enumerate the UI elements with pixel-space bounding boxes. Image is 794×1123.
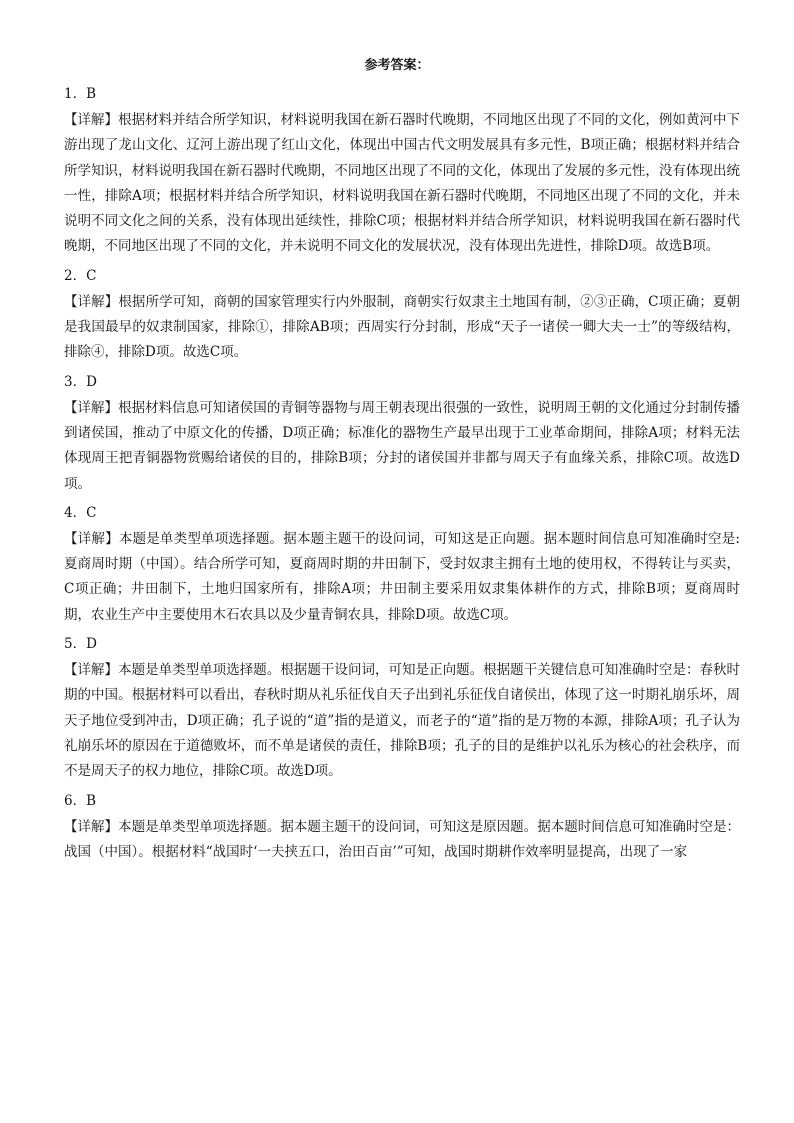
explanation-tag: 【详解】 (64, 662, 119, 679)
answer-item (64, 370, 740, 497)
explanation-tag: 【详解】 (64, 818, 119, 835)
question-number: 2．C (64, 267, 97, 284)
explanation-tag: 【详解】 (64, 530, 119, 547)
answer-item (64, 82, 740, 260)
answer-list (64, 78, 740, 865)
explanation (64, 108, 740, 260)
answer-item (64, 789, 740, 866)
answer-item (64, 501, 740, 628)
explanation (64, 815, 740, 866)
explanation-text: 根据材料信息可知诸侯国的青铜等器物与周王朝表现出很强的一致性，说明周王朝的文化通过分封制传播到诸侯国，推动了中原文化的传播，D项正确；标准化的器物生产最早出现于工业革命期间，排除A项；材料无法体现周王把青铜器物赏赐给诸侯的目的，排除B项；分封的诸侯国并非都与周天子有血缘关系，排除C项。故选D项。 (64, 399, 741, 492)
answer-item (64, 264, 740, 366)
explanation (64, 658, 740, 784)
explanation (64, 396, 740, 497)
answer-item (64, 632, 740, 784)
question-number: 1．B (64, 86, 97, 102)
explanation (64, 290, 740, 366)
explanation-text: 根据材料并结合所学知识，材料说明我国在新石器时代晚期，不同地区出现了不同的文化，例如黄河中下游出现了龙山文化、辽河上游出现了红山文化，体现出中国古代文明发展具有多元性，B项正确；根据材料并结合所学知识，材料说明我国在新石器时代晚期，不同地区出现了不同的文化，体现出了发展的多元性，没有体现出统一性，排除A项；根据材料并结合所学知识，材料说明我国在新石器时代晚期，不同地区出现了不同的文化，并未说明不同文化之间的关系，没有体现出延续性，排除C项；根据材料并结合所学知识，材料说明我国在新石器时代晚期，不同地区出现了不同的文化，并未说明不同文化的发展状况，没有体现出先进性，排除D项。故选B项。 (64, 112, 741, 255)
question-number: 5．D (64, 636, 97, 653)
explanation-tag: 【详解】 (64, 112, 119, 128)
question-number: 4．C (64, 504, 97, 521)
explanation-text: 本题是单类型单项选择题。根据题干设问词，可知是正向题。根据题干关键信息可知准确时空是：春秋时期的中国。根据材料可以看出，春秋时期从礼乐征伐自天子出到礼乐征伐自诸侯出，体现了这一时期礼崩乐坏，周天子地位受到冲击，D项正确；孔子说的“道”指的是道义，而老子的“道”指的是万物的本源，排除A项；孔子认为礼崩乐坏的原因在于道德败坏，而不单是诸侯的责任，排除B项；孔子的目的是维护以礼乐为核心的社会秩序，而不是周天子的权力地位，排除C项。故选D项。 (64, 662, 741, 780)
question-number: 3．D (64, 373, 97, 390)
explanation-tag: 【详解】 (64, 293, 119, 310)
explanation (64, 527, 740, 628)
explanation-text: 本题是单类型单项选择题。据本题主题干的设问词，可知这是原因题。据本题时间信息可知准确时空是：战国（中国）。根据材料“战国时‘一夫挟五口，治田百亩’”可知，战国时期耕作效率明显提高，出现了一家 (64, 818, 741, 860)
explanation-text: 根据所学可知，商朝的国家管理实行内外服制，商朝实行奴隶主土地国有制，②③正确，C项正确；夏朝是我国最早的奴隶制国家，排除①，排除AB项；西周实行分封制，形成“天子一诸侯一卿大夫一士”的等级结构，排除④，排除D项。故选C项。 (64, 293, 741, 361)
page-title: 参考答案： (364, 58, 430, 73)
question-number: 6．B (64, 792, 97, 809)
explanation-text: 本题是单类型单项选择题。据本题主题干的设问词，可知这是正向题。据本题时间信息可知准确时空是: 夏商周时期（中国）。结合所学可知，夏商周时期的井田制下，受封奴隶主拥有土地的使用权，不得转让与买卖，C项正确；井田制下，土地归国家所有，排除A项；井田制主要采用奴隶集体耕作的方式，排除B项；夏商周时期，农业生产中主要使用木石农具以及少量青铜农具，排除D项。故选C项。 (64, 530, 740, 623)
explanation-tag: 【详解】 (64, 399, 119, 416)
